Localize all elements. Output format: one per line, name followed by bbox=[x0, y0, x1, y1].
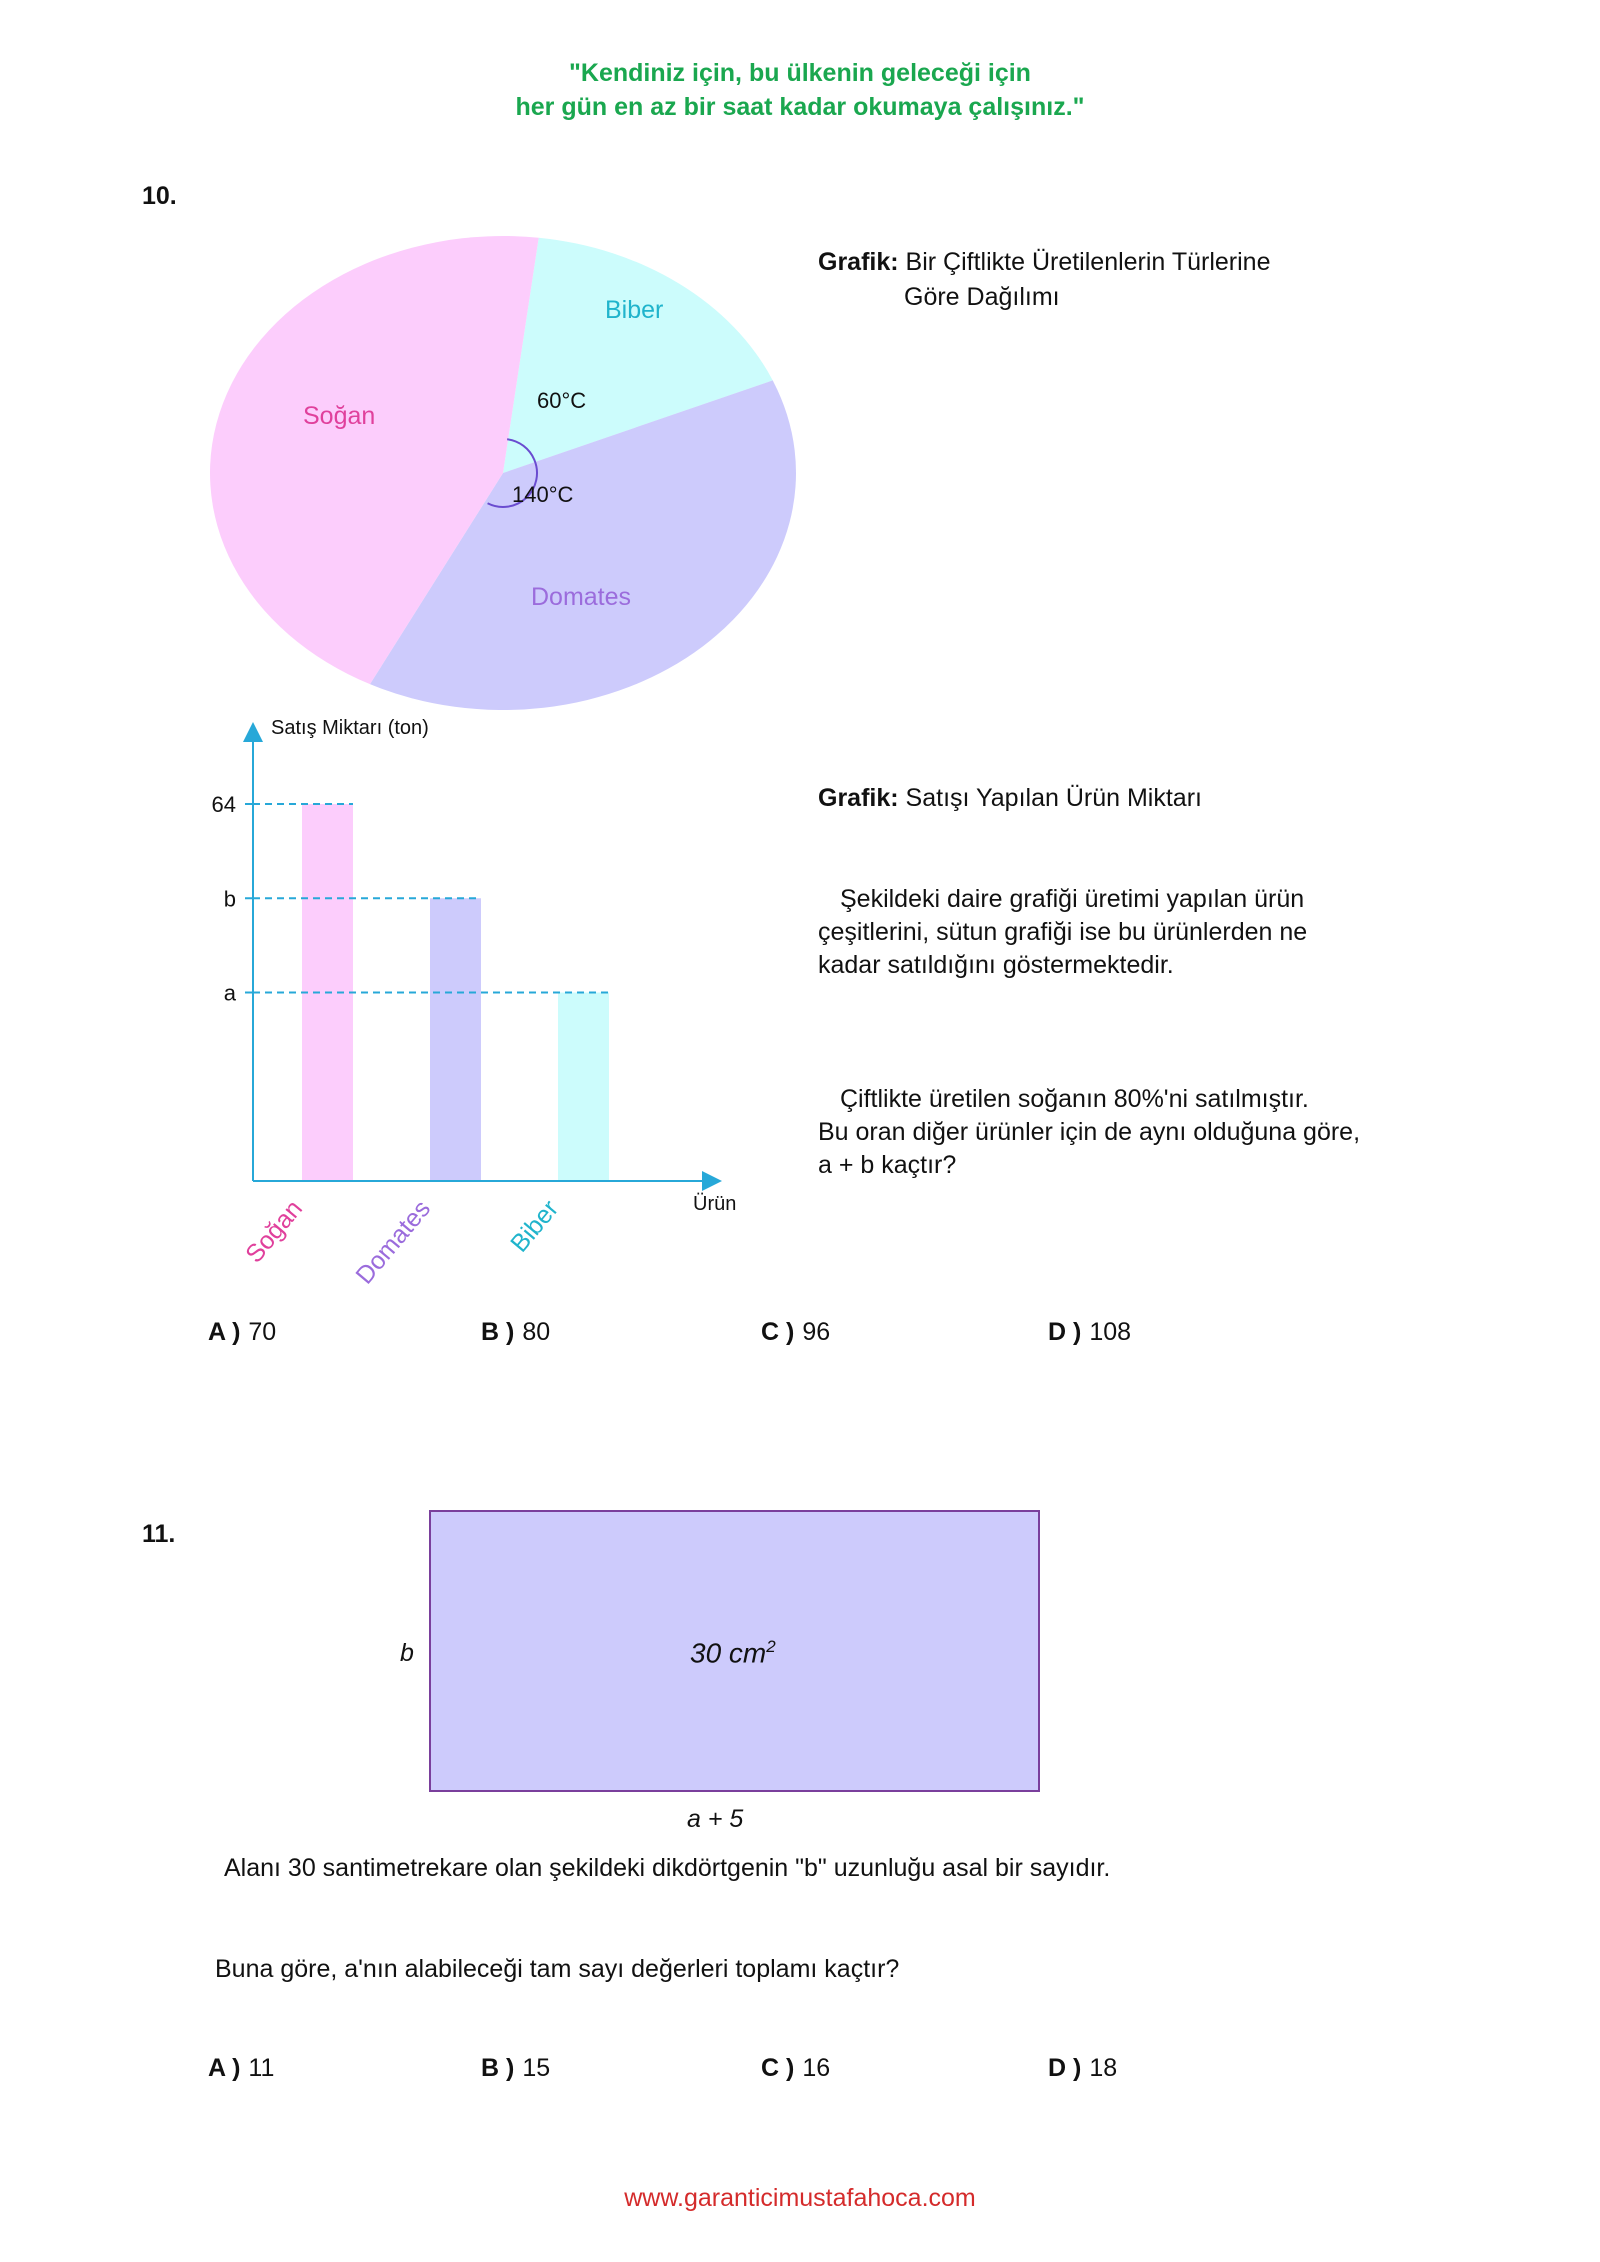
tick-label-0: 64 bbox=[211, 792, 236, 817]
pie-caption-line-1 bbox=[818, 246, 1270, 279]
category-label-1: Domates bbox=[350, 1194, 437, 1290]
pie-caption-bold: Grafik: bbox=[818, 248, 899, 276]
y-axis-label: Satış Miktarı (ton) bbox=[271, 717, 429, 739]
q10-option-c[interactable] bbox=[761, 1318, 830, 1347]
rectangle-area-label bbox=[690, 1637, 776, 1669]
angle-label-60: 60°C bbox=[537, 388, 587, 413]
q10-para2-line3: a + b kaçtır? bbox=[818, 1151, 957, 1179]
option-value: 18 bbox=[1089, 2054, 1118, 2082]
q11-option-b[interactable] bbox=[481, 2054, 550, 2083]
q10-option-a[interactable] bbox=[208, 1318, 276, 1347]
q11-option-c[interactable] bbox=[761, 2054, 830, 2083]
angle-label-140: 140°C bbox=[512, 482, 574, 507]
option-value: 15 bbox=[522, 2054, 551, 2082]
option-letter: A ) bbox=[208, 1318, 241, 1346]
pie-label-domates: Domates bbox=[531, 583, 632, 611]
pie-label-biber: Biber bbox=[605, 296, 664, 324]
option-value: 16 bbox=[802, 2054, 831, 2082]
q11-question: Buna göre, a'nın alabileceği tam sayı değerleri toplamı kaçtır? bbox=[215, 1955, 900, 1983]
q10-para1-line1: Şekildeki daire grafiği üretimi yapılan ürün bbox=[840, 885, 1305, 913]
rectangle-bottom-label: a + 5 bbox=[687, 1805, 744, 1833]
option-letter: C ) bbox=[761, 1318, 795, 1346]
q10-para1-line3: kadar satıldığını göstermektedir. bbox=[818, 951, 1174, 979]
option-value: 70 bbox=[248, 1318, 277, 1346]
question-11-number: 11. bbox=[142, 1520, 176, 1548]
category-label-2: Biber bbox=[505, 1194, 565, 1258]
bar-2 bbox=[558, 993, 609, 1182]
rectangle-side-label: b bbox=[400, 1639, 414, 1667]
motto-line-1: "Kendiniz için, bu ülkenin geleceği için bbox=[569, 59, 1031, 87]
area-exponent: 2 bbox=[766, 1637, 776, 1656]
x-axis-label: Ürün bbox=[693, 1193, 737, 1215]
tick-label-1: b bbox=[223, 886, 236, 912]
pie-caption-text: Bir Çiftlikte Üretilenlerin Türlerine bbox=[905, 248, 1271, 276]
option-value: 80 bbox=[522, 1318, 551, 1346]
option-value: 11 bbox=[248, 2054, 275, 2082]
option-letter: D ) bbox=[1048, 2054, 1082, 2082]
motto-line-2: her gün en az bir saat kadar okumaya çalışınız." bbox=[515, 93, 1085, 121]
bar-1 bbox=[430, 898, 481, 1181]
q10-para1-line2: çeşitlerini, sütun grafiği ise bu ürünlerden ne bbox=[818, 918, 1308, 946]
pie-caption-line-2: Göre Dağılımı bbox=[904, 283, 1060, 311]
q10-para2-line2: Bu oran diğer ürünler için de aynı olduğuna göre, bbox=[818, 1118, 1361, 1146]
option-letter: B ) bbox=[481, 1318, 515, 1346]
q10-option-d[interactable] bbox=[1048, 1318, 1131, 1347]
q11-option-d[interactable] bbox=[1048, 2054, 1117, 2083]
category-label-0: Soğan bbox=[240, 1194, 309, 1269]
bar-caption bbox=[818, 782, 1202, 815]
bar-caption-text: Satışı Yapılan Ürün Miktarı bbox=[905, 784, 1202, 812]
q10-para2-line1: Çiftlikte üretilen soğanın 80%'ni satılmıştır. bbox=[840, 1085, 1309, 1113]
footer-url[interactable]: www.garanticimustafahoca.com bbox=[624, 2184, 976, 2212]
pie-label-sogan: Soğan bbox=[303, 402, 376, 430]
option-letter: C ) bbox=[761, 2054, 795, 2082]
q11-option-a[interactable] bbox=[208, 2054, 274, 2083]
bar-chart bbox=[0, 700, 800, 1300]
option-letter: B ) bbox=[481, 2054, 515, 2082]
q10-option-b[interactable] bbox=[481, 1318, 550, 1347]
area-value: 30 cm bbox=[690, 1637, 767, 1669]
option-value: 108 bbox=[1089, 1318, 1132, 1346]
pie-chart bbox=[0, 0, 1600, 720]
option-letter: A ) bbox=[208, 2054, 241, 2082]
option-letter: D ) bbox=[1048, 1318, 1082, 1346]
tick-label-2: a bbox=[223, 980, 236, 1006]
q11-statement: Alanı 30 santimetrekare olan şekildeki dikdörtgenin "b" uzunluğu asal bir sayıdır. bbox=[224, 1854, 1111, 1882]
option-value: 96 bbox=[802, 1318, 831, 1346]
question-10-number: 10. bbox=[142, 182, 177, 210]
bar-caption-bold: Grafik: bbox=[818, 784, 899, 812]
